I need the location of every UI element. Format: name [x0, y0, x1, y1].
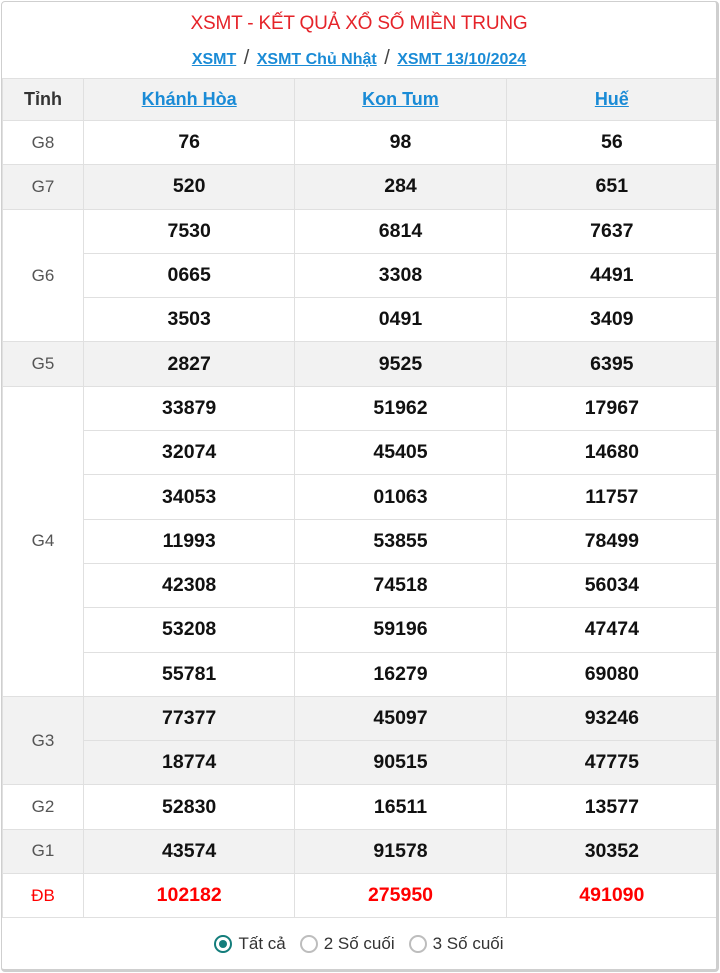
prize-label: G3 [3, 696, 84, 785]
breadcrumb-xsmt-date[interactable]: XSMT 13/10/2024 [397, 51, 527, 68]
table-row-g2 [3, 785, 718, 829]
table-row-g4 [3, 431, 718, 475]
result-cell: 98 [295, 121, 506, 165]
breadcrumb [2, 42, 716, 78]
table-row-g4 [3, 475, 718, 519]
result-cell: 651 [506, 165, 717, 209]
province-column-header: Tỉnh [3, 79, 84, 121]
result-cell: 13577 [506, 785, 717, 829]
table-row-g4 [3, 563, 718, 607]
result-cell: 52830 [84, 785, 295, 829]
radio-checked-icon[interactable] [214, 935, 232, 953]
filter-option-label: 3 Số cuối [432, 934, 504, 954]
table-row-special [3, 874, 718, 918]
result-cell: 59196 [295, 608, 506, 652]
result-cell: 520 [84, 165, 295, 209]
result-cell: 76 [84, 121, 295, 165]
result-cell: 284 [295, 165, 506, 209]
result-cell: 11757 [506, 475, 717, 519]
table-row-g6 [3, 209, 718, 253]
prize-label: G7 [3, 165, 84, 209]
special-result-cell: 102182 [84, 874, 295, 918]
table-row-g1 [3, 829, 718, 873]
radio-unchecked-icon[interactable] [300, 935, 318, 953]
filter-option-last-2[interactable] [300, 934, 395, 954]
result-cell: 30352 [506, 829, 717, 873]
result-cell: 3503 [84, 298, 295, 342]
result-cell: 45405 [295, 431, 506, 475]
page-title: XSMT - KẾT QUẢ XỔ SỐ MIỀN TRUNG [190, 13, 528, 34]
prize-label: G4 [3, 386, 84, 696]
result-cell: 91578 [295, 829, 506, 873]
table-row-g6 [3, 298, 718, 342]
table-row-g5 [3, 342, 718, 386]
province-link-kon-tum[interactable]: Kon Tum [362, 89, 439, 109]
result-cell: 56 [506, 121, 717, 165]
breadcrumb-separator: / [243, 47, 250, 69]
result-cell: 90515 [295, 741, 506, 785]
breadcrumb-xsmt[interactable]: XSMT [191, 51, 237, 68]
result-cell: 0665 [84, 253, 295, 297]
result-cell: 43574 [84, 829, 295, 873]
table-row-g3 [3, 696, 718, 740]
prize-label: G8 [3, 121, 84, 165]
result-cell: 74518 [295, 563, 506, 607]
result-cell: 34053 [84, 475, 295, 519]
province-link-khanh-hoa[interactable]: Khánh Hòa [141, 89, 237, 109]
result-cell: 53208 [84, 608, 295, 652]
result-cell: 01063 [295, 475, 506, 519]
result-cell: 0491 [295, 298, 506, 342]
result-cell: 9525 [295, 342, 506, 386]
result-cell: 7637 [506, 209, 717, 253]
result-cell: 47474 [506, 608, 717, 652]
result-cell: 3409 [506, 298, 717, 342]
prize-label: G5 [3, 342, 84, 386]
result-cell: 3308 [295, 253, 506, 297]
result-cell: 32074 [84, 431, 295, 475]
result-cell: 4491 [506, 253, 717, 297]
table-row-g4 [3, 608, 718, 652]
breadcrumb-xsmt-sunday[interactable]: XSMT Chủ Nhật [256, 51, 377, 68]
table-row-g4 [3, 386, 718, 430]
result-cell: 11993 [84, 519, 295, 563]
result-cell: 7530 [84, 209, 295, 253]
result-cell: 77377 [84, 696, 295, 740]
result-cell: 56034 [506, 563, 717, 607]
result-cell: 93246 [506, 696, 717, 740]
filter-option-last-3[interactable] [409, 934, 504, 954]
results-card [1, 1, 719, 972]
table-row-g7 [3, 165, 718, 209]
prize-label: G6 [3, 209, 84, 342]
result-cell: 17967 [506, 386, 717, 430]
filter-option-all[interactable] [214, 934, 285, 954]
table-row-g4 [3, 519, 718, 563]
result-cell: 33879 [84, 386, 295, 430]
result-cell: 69080 [506, 652, 717, 696]
radio-unchecked-icon[interactable] [409, 935, 427, 953]
result-cell: 14680 [506, 431, 717, 475]
results-table [2, 78, 718, 918]
province-link-hue[interactable]: Huế [594, 89, 629, 109]
result-cell: 6395 [506, 342, 717, 386]
result-cell: 78499 [506, 519, 717, 563]
result-cell: 2827 [84, 342, 295, 386]
table-row-g8 [3, 121, 718, 165]
filter-option-label: 2 Số cuối [323, 934, 395, 954]
result-cell: 53855 [295, 519, 506, 563]
table-row-g3 [3, 741, 718, 785]
special-result-cell: 275950 [295, 874, 506, 918]
filter-option-label: Tất cả [238, 934, 286, 954]
result-cell: 45097 [295, 696, 506, 740]
result-cell: 55781 [84, 652, 295, 696]
table-row-g6 [3, 253, 718, 297]
result-cell: 42308 [84, 563, 295, 607]
result-cell: 18774 [84, 741, 295, 785]
prize-label: ĐB [3, 874, 84, 918]
table-row-g4 [3, 652, 718, 696]
display-filter [2, 918, 716, 970]
table-header-row [3, 79, 718, 121]
result-cell: 16511 [295, 785, 506, 829]
result-cell: 6814 [295, 209, 506, 253]
prize-label: G1 [3, 829, 84, 873]
special-result-cell: 491090 [506, 874, 717, 918]
breadcrumb-separator: / [384, 47, 390, 69]
result-cell: 47775 [506, 741, 717, 785]
result-cell: 16279 [295, 652, 506, 696]
prize-label: G2 [3, 785, 84, 829]
result-cell: 51962 [295, 386, 506, 430]
